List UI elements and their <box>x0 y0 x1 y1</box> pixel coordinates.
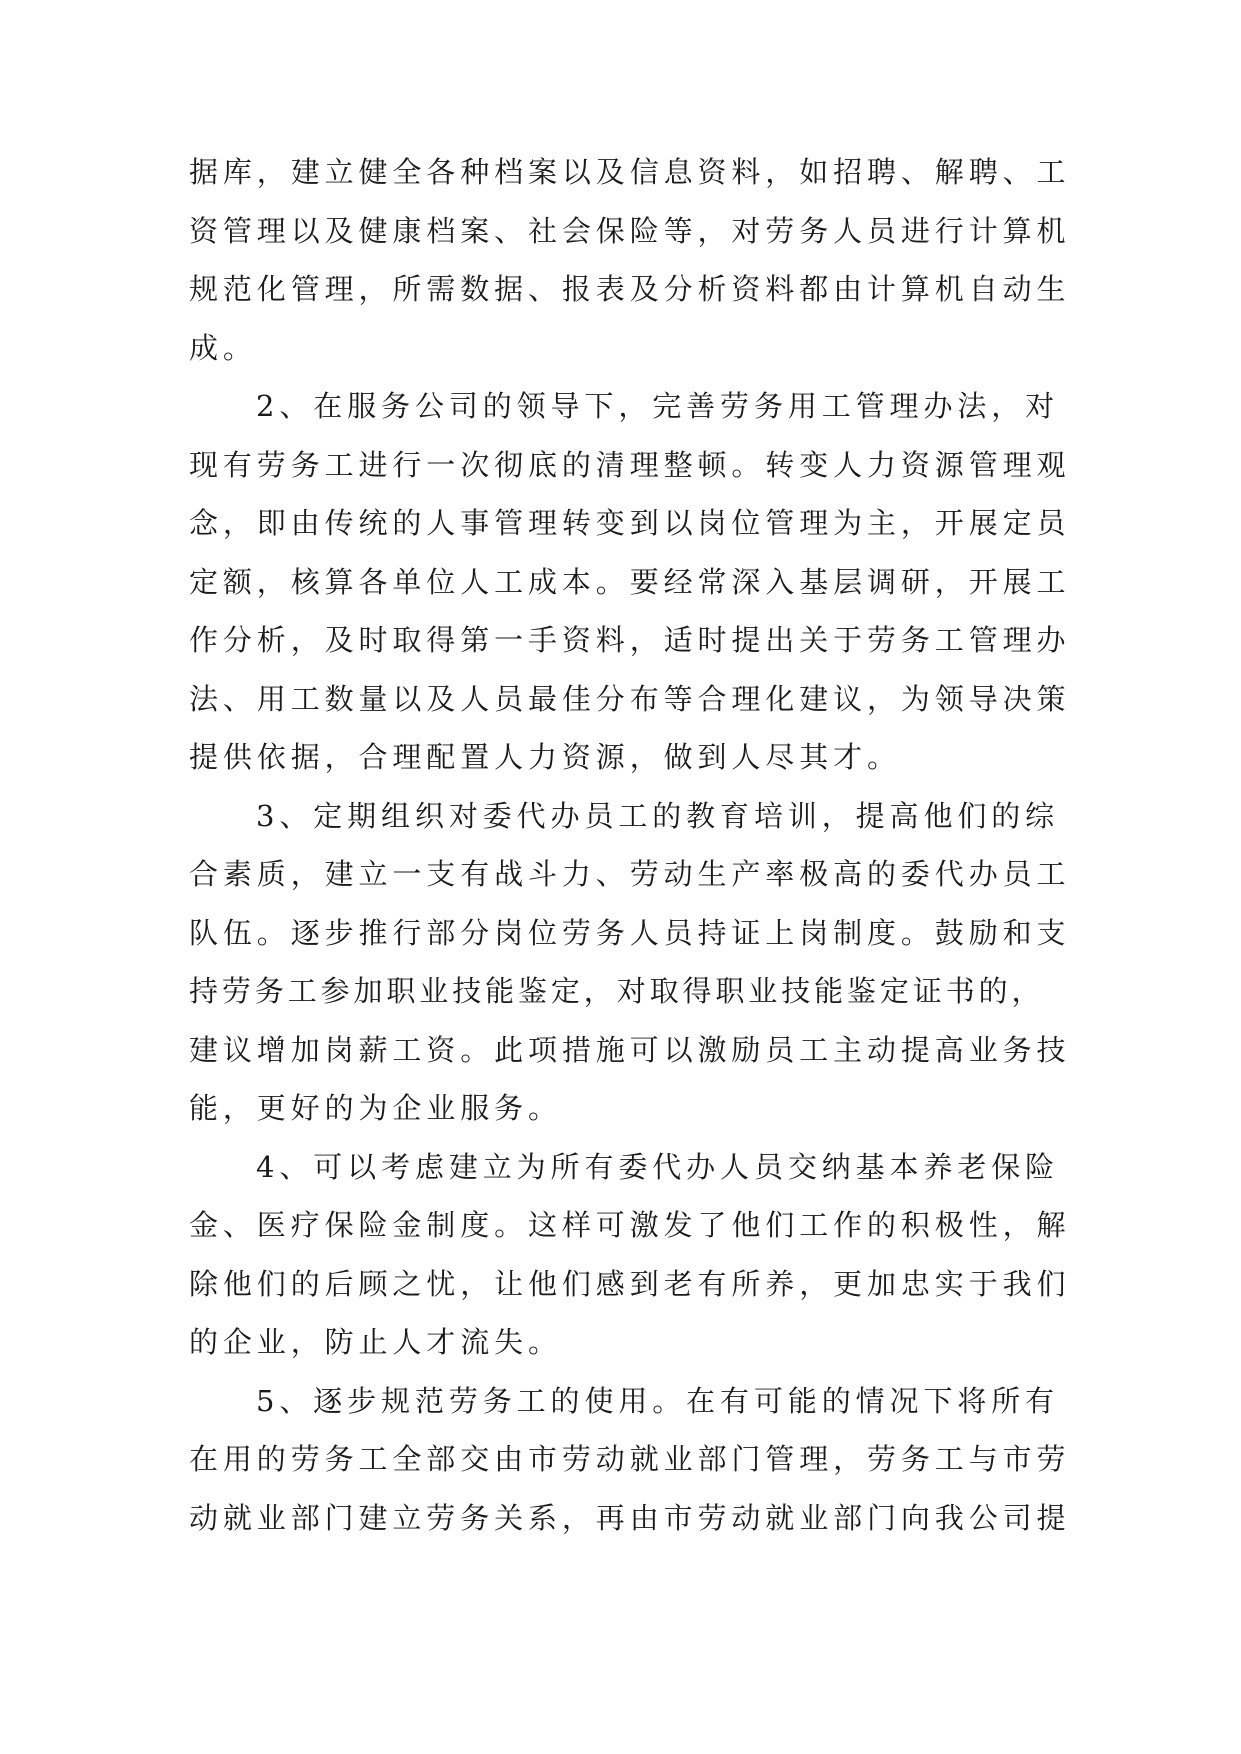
text-line: 动就业部门建立劳务关系，再由市劳动就业部门向我公司提 <box>189 1500 1071 1535</box>
text-line: 合素质，建立一支有战斗力、劳动生产率极高的委代办员工 <box>189 857 1071 891</box>
text-line: 规范化管理，所需数据、报表及分析资料都由计算机自动生 <box>189 272 1071 306</box>
text-line: 据库，建立健全各种档案以及信息资料，如招聘、解聘、工 <box>189 155 1071 189</box>
text-line: 除他们的后顾之忧，让他们感到老有所养，更加忠实于我们 <box>189 1266 1071 1301</box>
text-line: 的企业，防止人才流失。 <box>189 1325 562 1359</box>
paragraph-2 <box>189 377 1071 787</box>
text-line-indented: 2、在服务公司的领导下，完善劳务用工管理办法，对 <box>256 389 1060 423</box>
text-line: 提供依据，合理配置人力资源，做到人尽其才。 <box>189 740 901 774</box>
text-line: 现有劳务工进行一次彻底的清理整顿。转变人力资源管理观 <box>189 447 1071 482</box>
paragraph-5 <box>189 1372 1071 1548</box>
paragraph-1 <box>189 143 1071 377</box>
text-line: 定额，核算各单位人工成本。要经常深入基层调研，开展工 <box>189 564 1071 599</box>
text-line: 成。 <box>189 330 257 365</box>
text-line: 资管理以及健康档案、社会保险等，对劳务人员进行计算机 <box>189 213 1071 248</box>
paragraph-3 <box>189 787 1071 1138</box>
paragraph-4 <box>189 1138 1071 1372</box>
text-line: 建议增加岗薪工资。此项措施可以激励员工主动提高业务技 <box>189 1032 1071 1067</box>
text-line: 队伍。逐步推行部分岗位劳务人员持证上岗制度。鼓励和支 <box>189 915 1071 950</box>
text-line: 法、用工数量以及人员最佳分布等合理化建议，为领导决策 <box>189 681 1071 716</box>
text-line: 能，更好的为企业服务。 <box>189 1091 562 1125</box>
text-line-indented: 5、逐步规范劳务工的使用。在有可能的情况下将所有 <box>256 1383 1060 1418</box>
text-line: 念，即由传统的人事管理转变到以岗位管理为主，开展定员 <box>189 506 1071 540</box>
text-line-indented: 4、可以考虑建立为所有委代办人员交纳基本养老保险 <box>256 1149 1060 1184</box>
text-line: 金、医疗保险金制度。这样可激发了他们工作的积极性，解 <box>189 1208 1071 1242</box>
text-line-indented: 3、定期组织对委代办员工的教育培训，提高他们的综 <box>256 798 1060 833</box>
text-line: 作分析，及时取得第一手资料，适时提出关于劳务工管理办 <box>189 623 1071 657</box>
text-line: 在用的劳务工全部交由市劳动就业部门管理，劳务工与市劳 <box>189 1442 1071 1476</box>
document-page <box>189 143 1071 1547</box>
text-line: 持劳务工参加职业技能鉴定，对取得职业技能鉴定证书的， <box>189 974 1045 1008</box>
